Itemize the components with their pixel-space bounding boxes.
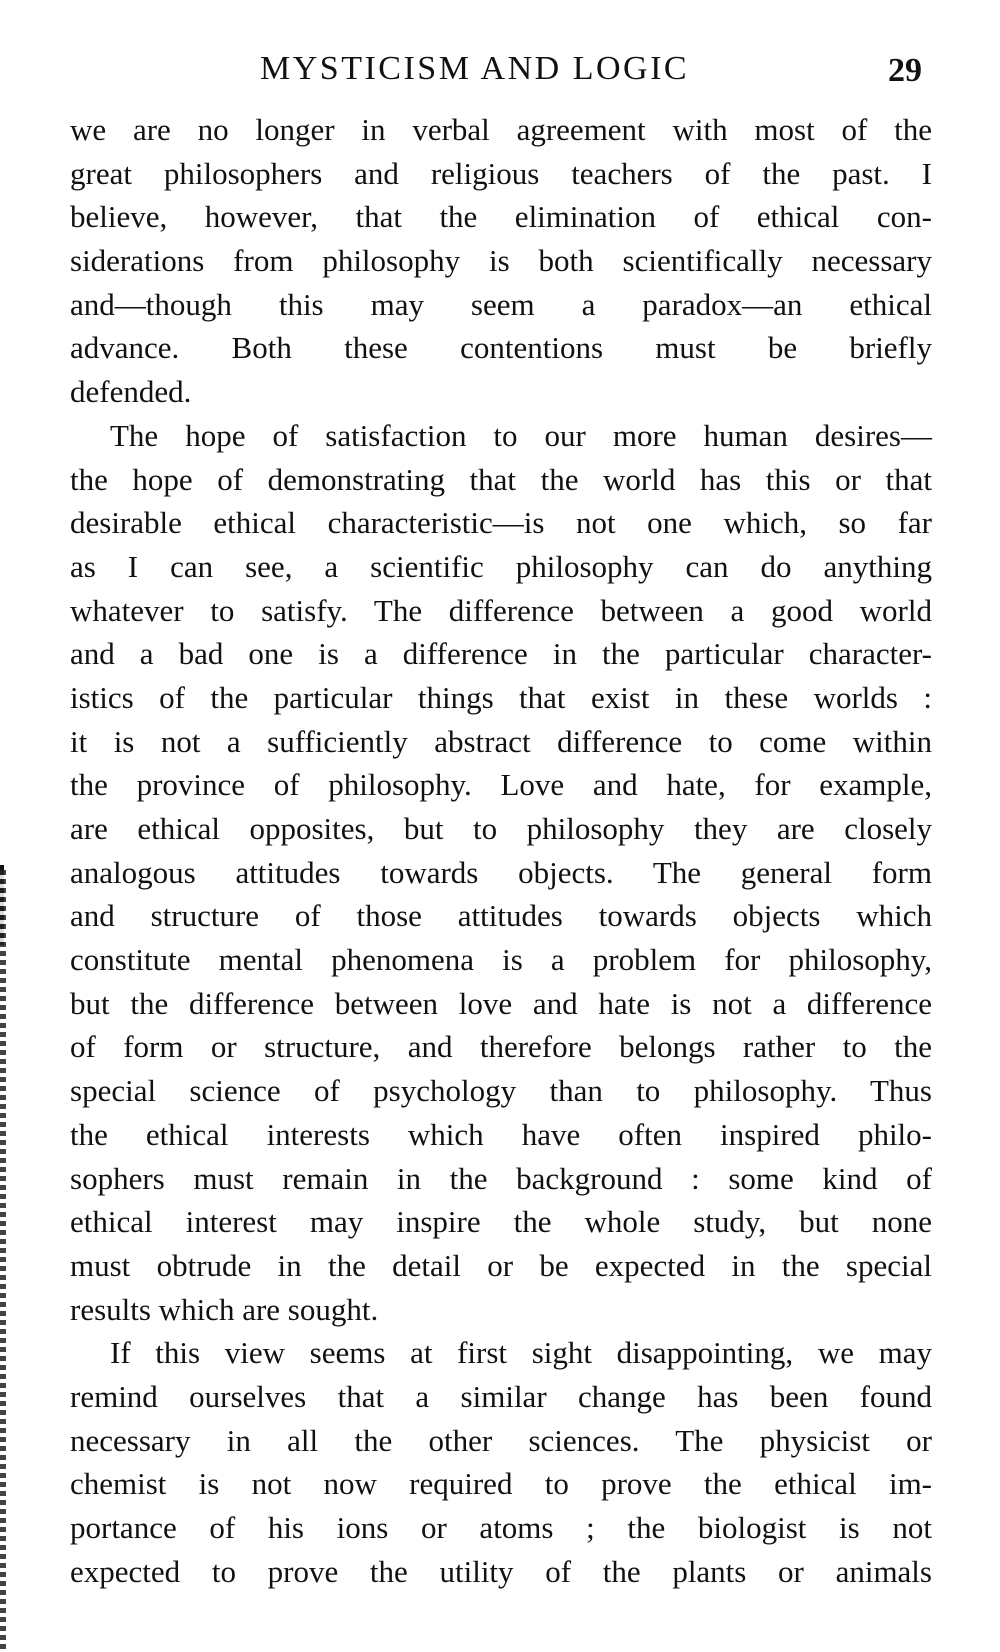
text-line: the ethical interests which have often inspired philo- (70, 1116, 932, 1152)
scan-edge-artifact (0, 870, 6, 1652)
paragraph-2 (70, 414, 932, 1331)
text-line: istics of the particular things that exist in these worlds : (70, 679, 932, 715)
text-line: portance of his ions or atoms ; the biologist is not (70, 1510, 932, 1545)
page-number: 29 (888, 52, 922, 89)
text-line: but the difference between love and hate is not a difference (70, 985, 932, 1021)
text-line: special science of psychology than to philosophy. Thus (70, 1073, 932, 1109)
text-line: defended. (70, 374, 192, 410)
text-line: necessary in all the other sciences. The physicist or (70, 1422, 932, 1458)
text-line: If this view seems at first sight disappointing, we may (110, 1335, 932, 1371)
text-line: results which are sought. (70, 1291, 379, 1327)
text-line: and a bad one is a difference in the particular character- (70, 636, 932, 672)
text-line: analogous attitudes towards objects. The general form (70, 854, 932, 890)
text-line: desirable ethical characteristic—is not one which, so far (70, 505, 932, 541)
text-line: whatever to satisfy. The difference between a good world (70, 592, 932, 628)
text-line: must obtrude in the detail or be expected in the special (70, 1247, 932, 1283)
text-line: the province of philosophy. Love and hate, for example, (70, 767, 932, 803)
text-line: advance. Both these contentions must be briefly (70, 330, 932, 366)
body-text (70, 108, 932, 1593)
text-line: believe, however, that the elimination of ethical con- (70, 199, 932, 235)
text-line: and—though this may seem a paradox—an ethical (70, 286, 932, 322)
text-line: of form or structure, and therefore belongs rather to the (70, 1029, 932, 1065)
text-line: the hope of demonstrating that the world has this or that (70, 461, 932, 497)
text-line: and structure of those attitudes towards objects which (70, 898, 932, 934)
text-line: sophers must remain in the background : some kind of (70, 1160, 932, 1196)
text-line: it is not a sufficiently abstract difference to come within (70, 723, 932, 759)
text-line: The hope of satisfaction to our more human desires— (110, 417, 932, 453)
text-line: are ethical opposites, but to philosophy they are closely (70, 811, 932, 846)
paragraph-1 (70, 108, 932, 414)
text-line: we are no longer in verbal agreement with most of the (70, 112, 932, 147)
text-line: great philosophers and religious teachers of the past. I (70, 155, 932, 191)
running-head (0, 44, 1000, 94)
running-title: MYSTICISM AND LOGIC (260, 50, 690, 87)
text-line: constitute mental phenomena is a problem for philosophy, (70, 942, 932, 978)
text-line: ethical interest may inspire the whole study, but none (70, 1204, 932, 1240)
text-line: expected to prove the utility of the plants or animals (70, 1553, 932, 1589)
text-line: chemist is not now required to prove the ethical im- (70, 1466, 932, 1502)
text-line: as I can see, a scientific philosophy can do anything (70, 548, 932, 584)
text-line: siderations from philosophy is both scientifically necessary (70, 243, 932, 279)
paragraph-3 (70, 1331, 932, 1593)
text-line: remind ourselves that a similar change has been found (70, 1378, 932, 1414)
